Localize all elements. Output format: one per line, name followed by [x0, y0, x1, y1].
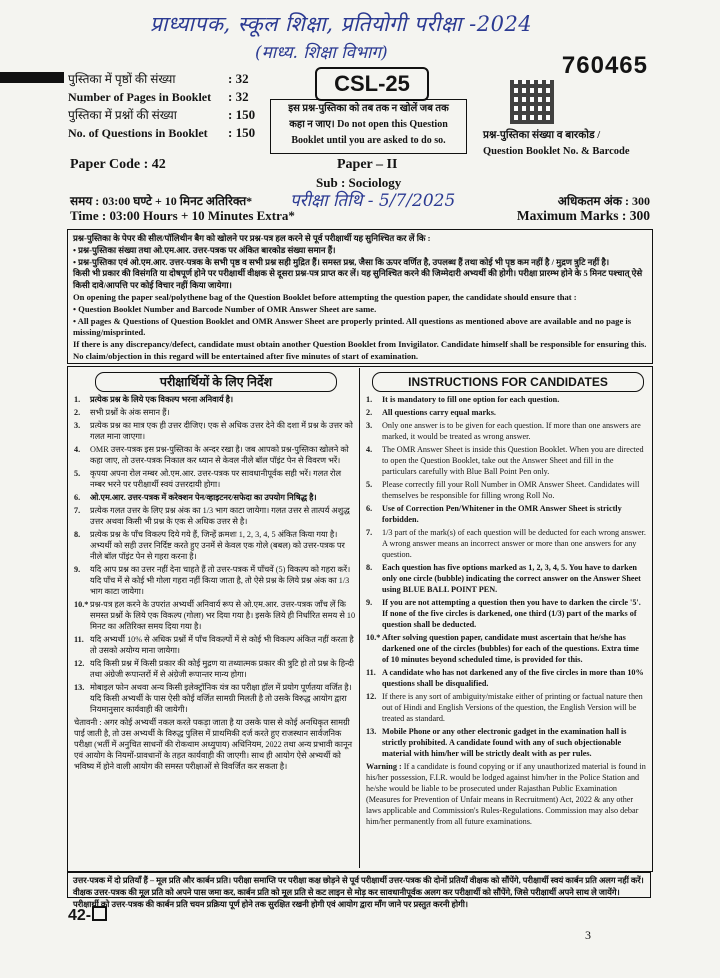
carbon-copy-note: उत्तर-पत्रक में दो प्रतियाँ हैं – मूल प्रति और कार्बन प्रति। परीक्षा समाप्ति पर परीक्षा कक्ष छोड़ने से पूर्व परीक्षार्थी उत्तर-पत्रक की दोनों प्रतियाँ वीक्षक को सौंपेंगे, परीक्षार्थी स्वयं कार्बन प्रति अलग नहीं करें। वीक्षक उत्तर-पत्रक की मूल प्रति को अपने पास जमा कर, कार्बन प्रति को मूल प्रति से कट लाइन से मोड़ कर सावधानीपूर्वक अलग कर परीक्षार्थी को सौंपेंगे, जिसे परीक्षार्थी अपने साथ ले जायेंगे। परीक्षार्थी को उत्तर-पत्रक की कार्बन प्रति चयन प्रक्रिया पूर्ण होने तक सुरक्षित रखनी होगी एवं आयोग द्वारा माँग जाने पर प्रस्तुत करनी होगी।: [67, 872, 651, 898]
instruction-number: 5.: [74, 469, 81, 478]
handwritten-department: (माध्य. शिक्षा विभाग): [255, 43, 388, 63]
instruction-number: 13.: [366, 727, 377, 736]
instruction-text: प्रत्येक प्रश्न के पाँच विकल्प दिये गये हैं, जिन्हें क्रमशः 1, 2, 3, 4, 5 अंकित किया गया है। अभ्यर्थी को सही उत्तर निर्दिष्ट करते हुए उनमें से केवल एक गोले (बबल) को उत्तर-पत्रक पर नीले बॉल पॉइंट पेन से गहरा करना है।: [90, 530, 345, 561]
booklet-number: 760465: [561, 52, 648, 79]
instruction-number: 10.*: [74, 600, 89, 609]
instruction-item: [366, 691, 646, 724]
opening-hindi-note: किसी भी प्रकार की विसंगति या दोषपूर्ण होने पर परीक्षार्थी वीक्षक से दूसरा प्रश्न-पत्र प्राप्त कर लें। यह सुनिश्चित करने की जिम्मेदारी अभ्यर्थी की होगी। परीक्षा प्रारम्भ होने के 5 मिनट पश्चात् ऐसे किसी दावे/आपत्ति पर कोई विचार नहीं किया जायेगा।: [73, 268, 643, 291]
marker-bar: [0, 72, 64, 83]
instruction-text: प्रत्येक गलत उत्तर के लिए प्रश्न अंक का 1/3 भाग काटा जायेगा। गलत उत्तर से तात्पर्य अशुद्ध उत्तर अथवा किसी भी प्रश्न के एक से अधिक उत्तर से है।: [90, 506, 350, 526]
instruction-text: After solving question paper, candidate must ascertain that he/she has darkened one of the circles (bubbles) for each of the questions. Extra time of 10 minutes beyond scheduled time, is provided for this.: [382, 633, 639, 664]
instruction-number: 4.: [74, 445, 81, 454]
instruction-number: 7.: [74, 506, 81, 515]
questions-label-hindi: पुस्तिका में प्रश्नों की संख्या: [68, 108, 177, 122]
instruction-number: 3.: [366, 421, 373, 430]
instruction-number: 6.: [366, 504, 373, 513]
instruction-text: सभी प्रश्नों के अंक समान हैं।: [90, 408, 170, 417]
instruction-item: [366, 527, 646, 560]
instruction-text: Each question has five options marked as 1, 2, 3, 4, 5. You have to darken only one circle (bubble) indicating the correct answer on the Answer Sheet using BLUE BALL POINT PEN.: [382, 563, 641, 594]
instruction-item: [74, 599, 356, 632]
instruction-number: 13.: [74, 683, 85, 692]
instruction-text: यदि अभ्यर्थी 10% से अधिक प्रश्नों में पाँच विकल्पों में से कोई भी विकल्प अंकित नहीं करता है तो उसको अयोग्य माना जायेगा।: [90, 635, 354, 655]
warning-body: चेतावनी : अगर कोई अभ्यर्थी नकल करते पकड़ा जाता है या उसके पास से कोई अनधिकृत सामग्री पाई जाती है, तो उस अभ्यर्थी के विरुद्ध पुलिस में प्राथमिकी दर्ज करते हुए राजस्थान सार्वजनिक परीक्षा (भर्ती में अनुचित साधनों की रोकथाम अध्युपाय) अधिनियम, 2022 तथा अन्य प्रभावी कानून एवं आयोग के नियमों-प्रावधानों के तहत कार्यवाही की जाएगी। साथ ही आयोग ऐसे अभ्यर्थी को भविष्य में होने वाली आयोग की समस्त परीक्षाओं से विवर्जित कर सकता है।: [74, 718, 353, 771]
instruction-item: [74, 492, 356, 503]
do-not-open-notice: [270, 99, 467, 154]
instruction-text: If you are not attempting a question then you have to darken the circle '5'. If none of the five circles is darkened, one third (1/3) part of the marks of question shall be deducted.: [382, 598, 641, 629]
hindi-panel-title: परीक्षार्थियों के लिए निर्देश: [95, 372, 337, 392]
barcode-label: [483, 128, 630, 160]
instruction-item: [74, 682, 356, 715]
instruction-number: 10.*: [366, 633, 381, 642]
instruction-number: 5.: [366, 480, 373, 489]
instruction-item: [366, 632, 646, 665]
instruction-text: मोबाइल फोन अथवा अन्य किसी इलेक्ट्रॉनिक यंत्र का परीक्षा हॉल में प्रयोग पूर्णतया वर्जित है। यदि किसी अभ्यर्थी के पास ऐसी कोई वर्जित सामग्री मिलती है तो उसके विरुद्ध आयोग द्वारा नियमानुसार कार्यवाही की जायेगी।: [90, 683, 352, 714]
opening-english-point: • Question Booklet Number and Barcode Number of OMR Answer Sheet are same.: [73, 303, 377, 314]
instruction-item: [74, 505, 356, 527]
instruction-text: 1/3 part of the mark(s) of each question will be deducted for each wrong answer. A wrong answer means an incorrect answer or more than one answers for any question.: [382, 528, 646, 559]
notice-line: Booklet until you are asked to do so.: [291, 135, 446, 146]
instruction-number: 4.: [366, 445, 373, 454]
instruction-item: [366, 562, 646, 595]
instruction-item: [366, 479, 646, 501]
instruction-text: The OMR Answer Sheet is inside this Question Booklet. When you are directed to open the Question Booklet, take out the Answer Sheet and fill in the particulars carefully with Blue Ball Point Pen only.: [382, 445, 644, 476]
warning-body: If a candidate is found copying or if any unauthorized material is found in his/her possession, F.I.R. would be lodged against him/her in the Police Station and he/she would be liable to be prosecuted under Rajasthan Public Examination (Measures for Prevention of Unfair means in Recruitment) Act, 2022 & any other laws applicable and Commission's Rules-Regulations. Commission may also debar him/her permanently from all future examinations.: [366, 762, 646, 826]
opening-hindi-point: • प्रश्न-पुस्तिका संख्या तथा ओ.एम.आर. उत्तर-पत्रक पर अंकित बारकोड संख्या समान हैं।: [73, 244, 336, 255]
instruction-item: [74, 420, 356, 442]
instruction-item: [74, 529, 356, 562]
english-instruction-list: [366, 394, 646, 829]
square-icon: [92, 906, 107, 921]
barcode-icon: [510, 80, 554, 124]
instruction-text: A candidate who has not darkened any of the five circles in more than 10% questions shall be disqualified.: [382, 668, 644, 688]
footer-code-text: 42-: [68, 907, 92, 924]
warning-label: Warning :: [366, 762, 404, 771]
instruction-item: [74, 444, 356, 466]
pages-value: : 32: [228, 71, 249, 86]
pages-label-hindi: पुस्तिका में पृष्ठों की संख्या: [68, 72, 176, 86]
instruction-text: Mobile Phone or any other electronic gadget in the examination hall is strictly prohibited. A candidate found with any of such objectionable material with him/her will be strictly dealt with as per rules.: [382, 727, 627, 758]
instruction-number: 9.: [366, 598, 373, 607]
barcode-label-hindi: प्रश्न-पुस्तिका संख्या व बारकोड /: [483, 130, 601, 141]
instruction-text: It is mandatory to fill one option for each question.: [382, 395, 560, 404]
instruction-number: 7.: [366, 528, 373, 537]
instruction-text: Only one answer is to be given for each question. If more than one answers are marked, it would be treated as wrong answer.: [382, 421, 641, 441]
instruction-item: [366, 726, 646, 759]
warning-text: [366, 761, 646, 827]
exam-code: CSL-25: [315, 67, 429, 101]
page-number: 3: [585, 928, 591, 942]
instruction-text: All questions carry equal marks.: [382, 408, 496, 417]
paper-title: Paper – II: [337, 157, 398, 172]
instruction-number: 2.: [366, 408, 373, 417]
instruction-number: 8.: [366, 563, 373, 572]
instruction-text: प्रत्येक प्रश्न के लिये एक विकल्प भरना अनिवार्य है।: [90, 395, 234, 404]
opening-hindi-point: • प्रश्न-पुस्तिका एवं ओ.एम.आर. उत्तर-पत्रक के सभी पृष्ठ व सभी प्रश्न सही मुद्रित हैं। समस्त प्रश्न, जैसा कि ऊपर वर्णित है, उपलब्ध हैं तथा कोई भी पृष्ठ कम नहीं है / मुद्रण त्रुटि नहीं है।: [73, 256, 610, 267]
instruction-item: [366, 420, 646, 442]
instruction-item: [74, 634, 356, 656]
handwritten-exam-title: प्राध्यापक, स्कूल शिक्षा, प्रतियोगी परीक्षा -2024: [150, 12, 533, 36]
instruction-text: ओ.एम.आर. उत्तर-पत्रक में करेक्शन पेन/व्हाइटनर/सफेदा का उपयोग निषिद्ध है।: [90, 493, 317, 502]
instruction-text: If there is any sort of ambiguity/mistake either of printing or factual nature then out of Hindi and English Versions of the question, the English Version will be treated as standard.: [382, 692, 643, 723]
instruction-number: 8.: [74, 530, 81, 539]
notice-line: कहा न जाए। Do not open this Question: [289, 119, 448, 130]
instruction-item: [366, 394, 646, 405]
instruction-number: 11.: [74, 635, 84, 644]
hindi-instruction-list: [74, 394, 356, 774]
notice-line: इस प्रश्न-पुस्तिका को तब तक न खोलें जब तक: [288, 103, 449, 114]
instruction-text: यदि आप प्रश्न का उत्तर नहीं देना चाहते हैं तो उत्तर-पत्रक में पाँचवें (5) विकल्प को गहरा करें। यदि पाँच में से कोई भी गोला गहरा नहीं किया जाता है, तो ऐसे प्रश्न के लिये प्रश्न अंक का 1/3 भाग काटा जायेगा।: [90, 565, 351, 596]
max-marks-english: Maximum Marks : 300: [516, 208, 650, 223]
opening-english-point: • All pages & Questions of Question Booklet and OMR Answer Sheet are properly printed. All questions as mentioned above are available and no page is missing/misprinted.: [73, 315, 632, 338]
instruction-item: [74, 564, 356, 597]
warning-text: [74, 717, 356, 772]
opening-english-note: If there is any discrepancy/defect, candidate must obtain another Question Booklet from Invigilator. Candidate himself shall be responsible for ensuring this. No claim/objection in this regard will be entertained after five minutes of start of examination.: [73, 339, 647, 361]
instruction-text: OMR उत्तर-पत्रक इस प्रश्न-पुस्तिका के अन्दर रखा है। जब आपको प्रश्न-पुस्तिका खोलने को कहा जाए, तो उत्तर-पत्रक निकाल कर ध्यान से केवल नीले बॉल पॉइंट पेन से विवरण भरें।: [90, 445, 349, 465]
instruction-item: [74, 407, 356, 418]
instruction-number: 6.: [74, 493, 81, 502]
instruction-number: 3.: [74, 421, 81, 430]
instruction-item: [74, 468, 356, 490]
pages-label-english: Number of Pages in Booklet: [68, 90, 212, 104]
instruction-item: [366, 503, 646, 525]
opening-english-intro: On opening the paper seal/polythene bag of the Question Booklet before attempting the question paper, the candidate should ensure that :: [73, 291, 577, 302]
handwritten-exam-date: परीक्षा तिथि - 5/7/2025: [290, 191, 456, 211]
english-panel-title: INSTRUCTIONS FOR CANDIDATES: [372, 372, 644, 392]
pages-value: : 32: [228, 89, 249, 104]
paper-code: Paper Code : 42: [70, 157, 166, 172]
instruction-item: [366, 444, 646, 477]
time-english: Time : 03:00 Hours + 10 Minutes Extra*: [70, 208, 295, 223]
instruction-text: प्रत्येक प्रश्न का मात्र एक ही उत्तर दीजिए। एक से अधिक उत्तर देने की दशा में प्रश्न के उत्तर को गलत माना जाएगा।: [90, 421, 353, 441]
instruction-number: 9.: [74, 565, 81, 574]
instruction-item: [366, 407, 646, 418]
questions-value: : 150: [228, 125, 256, 140]
opening-instructions: [67, 229, 653, 364]
instruction-number: 12.: [74, 659, 85, 668]
instruction-text: Please correctly fill your Roll Number in OMR Answer Sheet. Candidates will themselves be responsible for filling wrong Roll No.: [382, 480, 640, 500]
opening-hindi-intro: प्रश्न-पुस्तिका के पेपर की सील/पॉलिथीन बैग को खोलने पर प्रश्न-पत्र हल करने से पूर्व परीक्षार्थी यह सुनिश्चित कर लें कि :: [73, 233, 431, 243]
questions-label-english: No. of Questions in Booklet: [68, 126, 208, 140]
instruction-number: 2.: [74, 408, 81, 417]
instruction-item: [74, 658, 356, 680]
max-marks-hindi: अधिकतम अंक : 300: [557, 194, 650, 208]
instruction-item: [366, 667, 646, 689]
instruction-number: 1.: [366, 395, 373, 404]
instruction-number: 11.: [366, 668, 376, 677]
questions-value: : 150: [228, 107, 256, 122]
instruction-number: 12.: [366, 692, 377, 701]
footer-paper-code: [68, 906, 107, 925]
instruction-item: [74, 394, 356, 405]
time-hindi: समय : 03:00 घण्टे + 10 मिनट अतिरिक्त*: [70, 194, 253, 208]
instruction-number: 1.: [74, 395, 81, 404]
instruction-text: यदि किसी प्रश्न में किसी प्रकार की कोई मुद्रण या तथ्यात्मक प्रकार की त्रुटि हो तो प्रश्न के हिन्दी तथा अंग्रेजी रूपान्तरों में से अंग्रेजी रूपान्तर मान्य होगा।: [90, 659, 355, 679]
barcode-label-english: Question Booklet No. & Barcode: [483, 146, 630, 157]
instruction-text: कृपया अपना रोल नम्बर ओ.एम.आर. उत्तर-पत्रक पर सावधानीपूर्वक सही भरें। गलत रोल नम्बर भरने पर परीक्षार्थी स्वयं उत्तरदायी होगा।: [90, 469, 342, 489]
booklet-info: [68, 70, 255, 142]
subject: Sub : Sociology: [316, 175, 402, 190]
instruction-text: प्रश्न-पत्र हल करने के उपरांत अभ्यर्थी अनिवार्य रूप से ओ.एम.आर. उत्तर-पत्रक जाँच लें कि समस्त प्रश्नों के लिये एक विकल्प (गोला) भर दिया गया है। इसके लिये ही निर्धारित समय से 10 मिनट का अतिरिक्त समय दिया गया है।: [90, 600, 356, 631]
instruction-item: [366, 597, 646, 630]
instruction-text: Use of Correction Pen/Whitener in the OMR Answer Sheet is strictly forbidden.: [382, 504, 622, 524]
